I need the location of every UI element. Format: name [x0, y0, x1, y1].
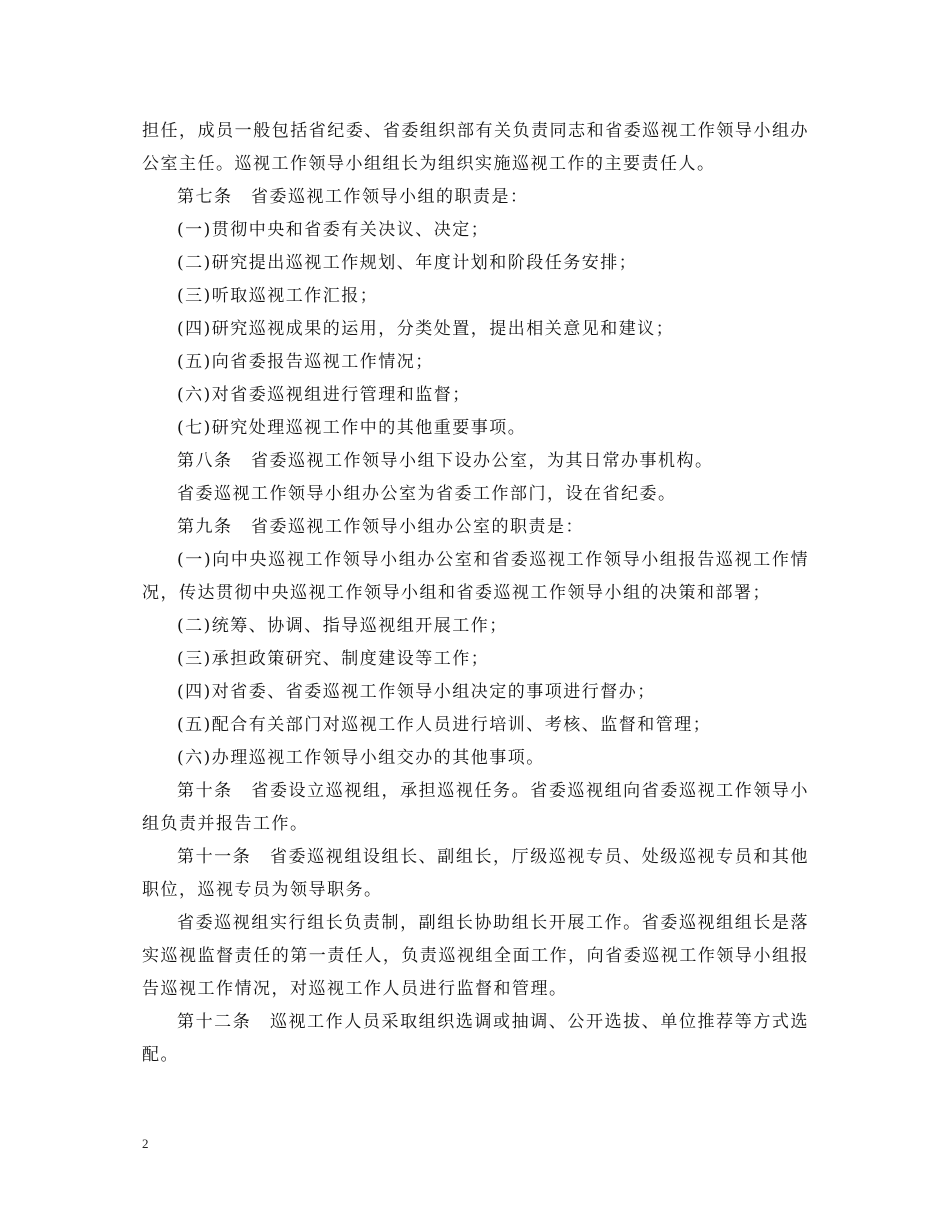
article-9-item-1: (一)向中央巡视工作领导小组办公室和省委巡视工作领导小组报告巡视工作情况，传达贯彻中央巡视工作领导小组和省委巡视工作领导小组的决策和部署； — [142, 550, 809, 603]
article-7-item-1: (一)贯彻中央和省委有关决议、决定； — [177, 220, 490, 240]
article-8-paragraph: 省委巡视工作领导小组办公室为省委工作部门，设在省纪委。 — [177, 484, 677, 504]
paragraph: 担任，成员一般包括省纪委、省委组织部有关负责同志和省委巡视工作领导小组办公室主任。巡视工作领导小组组长为组织实施巡视工作的主要责任人。 — [142, 121, 809, 174]
page-number: 2 — [142, 1136, 149, 1151]
article-7-item-6: (六)对省委巡视组进行管理和监督； — [177, 385, 471, 405]
article-9-item-2: (二)统筹、协调、指导巡视组开展工作； — [177, 616, 508, 636]
article-7-item-5: (五)向省委报告巡视工作情况； — [177, 352, 434, 372]
article-7-item-7: (七)研究处理巡视工作中的其他重要事项。 — [177, 418, 527, 438]
article-7-item-4: (四)研究巡视成果的运用，分类处置，提出相关意见和建议； — [177, 319, 675, 339]
article-9-item-3: (三)承担政策研究、制度建设等工作； — [177, 649, 490, 669]
article-9-heading: 第九条 省委巡视工作领导小组办公室的职责是： — [177, 517, 584, 537]
article-12: 第十二条 巡视工作人员采取组织选调或抽调、公开选拔、单位推荐等方式选配。 — [142, 1012, 809, 1065]
article-7-item-3: (三)听取巡视工作汇报； — [177, 286, 379, 306]
article-11: 第十一条 省委巡视组设组长、副组长，厅级巡视专员、处级巡视专员和其他职位，巡视专员为领导职务。 — [142, 847, 809, 900]
article-9-item-5: (五)配合有关部门对巡视工作人员进行培训、考核、监督和管理； — [177, 715, 712, 735]
document-body — [142, 115, 809, 1072]
article-8: 第八条 省委巡视工作领导小组下设办公室，为其日常办事机构。 — [177, 451, 714, 471]
article-7-item-2: (二)研究提出巡视工作规划、年度计划和阶段任务安排； — [177, 253, 638, 273]
article-9-item-4: (四)对省委、省委巡视工作领导小组决定的事项进行督办； — [177, 682, 656, 702]
article-11-paragraph: 省委巡视组实行组长负责制，副组长协助组长开展工作。省委巡视组组长是落实巡视监督责任的第一责任人，负责巡视组全面工作，向省委巡视工作领导小组报告巡视工作情况，对巡视工作人员进行监督和管理。 — [142, 913, 809, 999]
article-10: 第十条 省委设立巡视组，承担巡视任务。省委巡视组向省委巡视工作领导小组负责并报告工作。 — [142, 781, 809, 834]
article-7-heading: 第七条 省委巡视工作领导小组的职责是： — [177, 187, 529, 207]
article-9-item-6: (六)办理巡视工作领导小组交办的其他事项。 — [177, 748, 545, 768]
